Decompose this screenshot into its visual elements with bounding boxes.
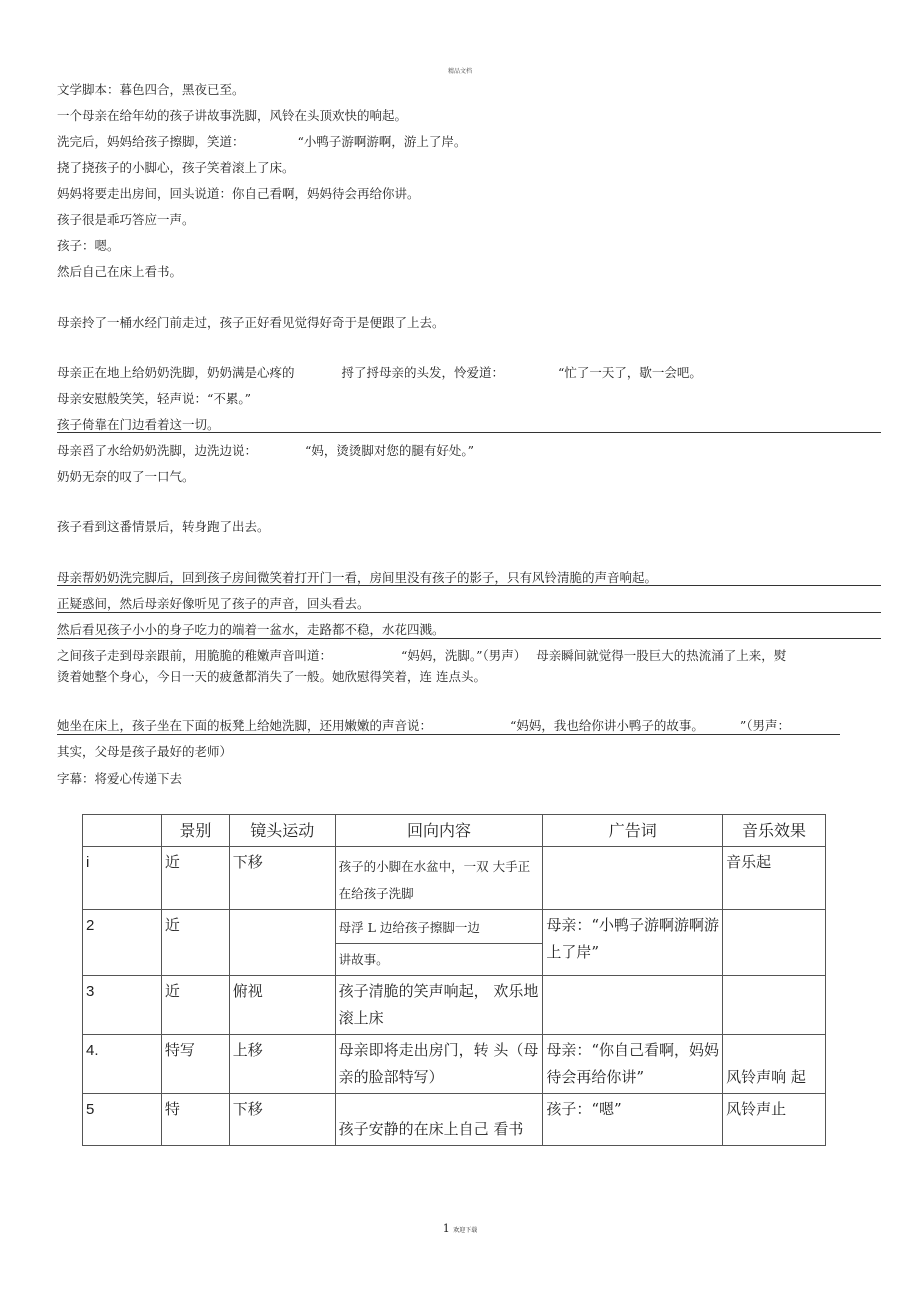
script-line: 母亲拎了一桶水经门前走过，孩子正好看见觉得好奇于是便跟了上去。 <box>57 315 445 330</box>
script-line: 孩子：嗯。 <box>57 238 120 253</box>
shot-music <box>723 910 826 976</box>
script-line: 孩子看到这番情景后，转身跑了出去。 <box>57 519 270 534</box>
script-line <box>57 363 702 381</box>
table-row <box>83 1094 826 1146</box>
script-line-quote: “妈妈，洗脚。”（男声） <box>401 648 527 663</box>
shot-scene: 近 <box>161 976 229 1035</box>
table-row <box>83 847 826 910</box>
script-line: 然后自己在床上看书。 <box>57 264 183 279</box>
script-line: 其实，父母是孩子最好的老师） <box>57 744 233 759</box>
script-line-quote: “妈，烫烫脚对您的腿有好处。” <box>305 443 475 458</box>
script-line-text: 母亲舀了水给奶奶洗脚，边洗边说： <box>57 443 258 458</box>
script-line: 一个母亲在给年幼的孩子讲故事洗脚，风铃在头顶欢快的响起。 <box>57 108 408 123</box>
script-line-text: ”（男声： <box>739 718 791 733</box>
script-line: 烫着她整个身心，今日一天的疲惫都消失了一般。她欣慰得笑着，连 连点头。 <box>57 669 486 684</box>
shot-scene: 特 <box>161 1094 229 1146</box>
footer-label: 欢迎下载 <box>453 1227 478 1234</box>
script-line-text: 洗完后，妈妈给孩子擦脚，笑道： <box>57 134 245 149</box>
page-number: 1 <box>442 1222 450 1235</box>
shot-ad: 母亲：“小鸭子游啊游啊游上了岸” <box>543 910 723 976</box>
script-line <box>57 441 474 459</box>
table-row <box>83 976 826 1035</box>
script-line-quote: “小鸭子游啊游啊，游上了岸。 <box>297 134 467 149</box>
script-line-text: 母亲瞬间就觉得一股巨大的热流涌了上来，熨 <box>536 648 787 663</box>
shot-table <box>82 814 826 1146</box>
shot-music: 风铃声止 <box>723 1094 826 1146</box>
shot-ad: 孩子：“嗯” <box>543 1094 723 1146</box>
script-line-text: 母亲正在地上给奶奶洗脚，奶奶满是心疼的 <box>57 365 295 380</box>
script-line <box>57 132 466 150</box>
shot-number: 5 <box>83 1094 162 1146</box>
table-header-cell: 景别 <box>161 815 229 847</box>
shot-content: 孩子清脆的笑声响起， 欢乐地滚上床 <box>335 976 543 1035</box>
shot-number: 3 <box>83 976 162 1035</box>
script-line: 妈妈将要走出房间，回头说道：你自己看啊，妈妈待会再给你讲。 <box>57 186 420 201</box>
divider-rule <box>57 432 881 433</box>
table-header-cell: 音乐效果 <box>723 815 826 847</box>
divider-rule <box>57 638 881 639</box>
script-line: 母亲安慰般笑笑，轻声说：“不累。” <box>57 391 252 406</box>
script-line: 母亲帮奶奶洗完脚后，回到孩子房间微笑着打开门一看，房间里没有孩子的影子，只有风铃清脆的声音响起。 <box>57 570 658 585</box>
table-header-cell <box>83 815 162 847</box>
shot-camera: 下移 <box>229 1094 335 1146</box>
shot-camera: 下移 <box>229 847 335 910</box>
script-line-quote: “忙了一天了，歇一会吧。 <box>558 365 702 380</box>
shot-content-part: 讲故事。 <box>338 952 389 967</box>
shot-number: 4. <box>83 1035 162 1094</box>
table-header-row <box>83 815 826 847</box>
divider-rule <box>57 585 881 586</box>
shot-camera <box>229 910 335 976</box>
shot-ad <box>543 976 723 1035</box>
shot-content: 孩子安静的在床上自己 看书 <box>335 1094 543 1146</box>
shot-music <box>723 976 826 1035</box>
script-line: 孩子倚靠在门边看着这一切。 <box>57 417 220 432</box>
shot-scene: 特写 <box>161 1035 229 1094</box>
shot-music: 风铃声响 起 <box>723 1035 826 1094</box>
shot-camera: 俯视 <box>229 976 335 1035</box>
script-line-quote: “妈妈，我也给你讲小鸭子的故事。 <box>510 718 704 733</box>
script-line <box>57 716 840 735</box>
table-header-cell: 镜头运动 <box>229 815 335 847</box>
shot-scene: 近 <box>161 847 229 910</box>
table-row <box>83 910 826 976</box>
script-line: 奶奶无奈的叹了一口气。 <box>57 469 195 484</box>
script-line: 然后看见孩子小小的身子吃力的端着一盆水，走路都不稳，水花四溅。 <box>57 622 445 637</box>
script-line-text: 捋了捋母亲的头发，怜爱道： <box>341 365 505 380</box>
script-line <box>57 646 786 664</box>
page-footer <box>0 1222 920 1235</box>
table-header-cell: 广告词 <box>543 815 723 847</box>
shot-ad <box>543 847 723 910</box>
script-line-text: 她坐在床上，孩子坐在下面的板凳上给她洗脚，还用嫩嫩的声音说： <box>57 718 433 733</box>
page-header-label: 精品文档 <box>447 68 472 75</box>
divider-rule <box>57 612 881 613</box>
table-row <box>83 1035 826 1094</box>
shot-ad: 母亲：“你自己看啊，妈妈待会再给你讲” <box>543 1035 723 1094</box>
script-line: 正疑惑间，然后母亲好像听见了孩子的声音，回头看去。 <box>57 596 370 611</box>
table-header-cell: 回向内容 <box>335 815 543 847</box>
shot-camera: 上移 <box>229 1035 335 1094</box>
shot-content: 母亲即将走出房门，转 头（母亲的脸部特写） <box>335 1035 543 1094</box>
script-line-text: 之间孩子走到母亲跟前，用脆脆的稚嫩声音叫道： <box>57 648 333 663</box>
script-line: 挠了挠孩子的小脚心，孩子笑着滚上了床。 <box>57 160 295 175</box>
shot-content: 孩子的小脚在水盆中，一双 大手正在给孩子洗脚 <box>335 847 543 910</box>
script-line: 文学脚本：暮色四合，黑夜已至。 <box>57 82 245 97</box>
shot-scene: 近 <box>161 910 229 976</box>
shot-content <box>335 910 543 976</box>
shot-music: 音乐起 <box>723 847 826 910</box>
script-line: 孩子很是乖巧答应一声。 <box>57 212 195 227</box>
shot-content-part: 母浮 L 边给孩子擦脚一边 <box>336 910 543 944</box>
shot-number: i <box>83 847 162 910</box>
script-line: 字幕：将爱心传递下去 <box>57 771 183 786</box>
shot-number: 2 <box>83 910 162 976</box>
